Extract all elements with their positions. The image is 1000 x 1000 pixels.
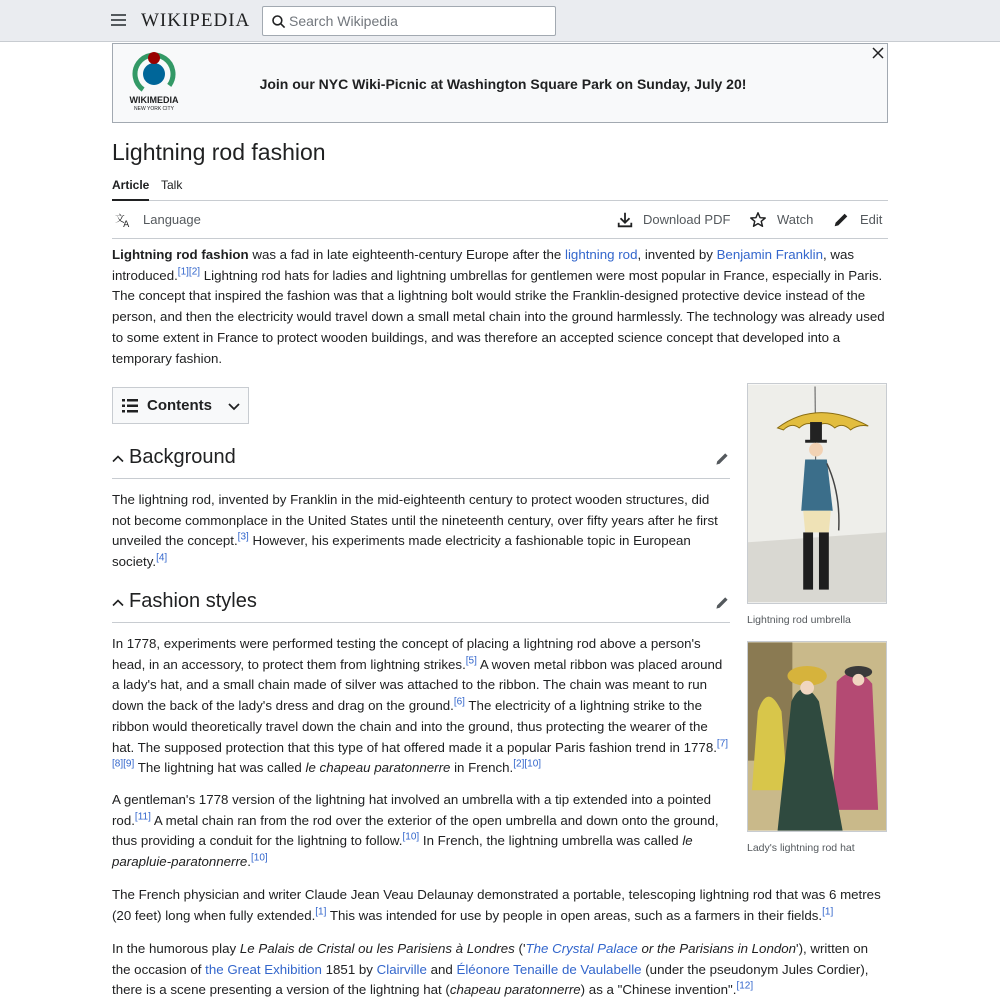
umbrella-illustration[interactable]: [747, 383, 887, 604]
text-run: In 1778, experiments were performed testing the concept of placing a lightning rod above a person's head, in an accessory, to protect them from lightning strikes.: [112, 636, 701, 672]
citation[interactable]: [2][10]: [513, 758, 542, 770]
text-run: This was intended for use by people in open areas, such as a farmers in their fields.: [326, 907, 823, 923]
text-run: (': [514, 941, 526, 956]
download-icon: [616, 211, 634, 229]
pencil-icon[interactable]: [714, 595, 730, 611]
text-run: and: [426, 961, 457, 977]
italic-term: le parapluie-paratonnerre: [112, 833, 693, 870]
language-icon: [115, 211, 133, 229]
link-benjamin-franklin[interactable]: Benjamin Franklin: [716, 247, 823, 262]
citation[interactable]: [6]: [453, 696, 465, 708]
search-icon: [271, 14, 287, 30]
figure-caption: Lightning rod umbrella: [747, 614, 851, 626]
citation[interactable]: [1][2]: [177, 266, 201, 278]
fashion-paragraph-4: [112, 939, 888, 1000]
section-heading-background: [112, 446, 730, 479]
link-great-exhibition[interactable]: the Great Exhibition: [205, 961, 322, 977]
citation[interactable]: [5]: [465, 655, 477, 667]
page-toolbar: [112, 200, 888, 239]
text-run: In the humorous play: [112, 941, 240, 956]
search-input[interactable]: [289, 7, 549, 35]
pencil-icon[interactable]: [714, 451, 730, 467]
text-run: The lightning rod, invented by Franklin in the mid-eighteenth century to protect wooden structures, did not become commonplace in the United States until the nineteenth century, over fifty years after he first unveiled the concept.: [112, 492, 718, 549]
lead-bold-term: Lightning rod fashion: [112, 247, 249, 262]
link-lightning-rod[interactable]: lightning rod: [565, 247, 638, 262]
text-run: A metal chain ran from the rod over the exterior of the open umbrella and down onto the ground, thus providing a conduit for the lightning to follow.: [112, 812, 719, 849]
text-run: '), written on the occasion of: [112, 941, 869, 977]
text-run: Lightning rod hats for ladies and lightning umbrellas for gentlemen were most popular in France, especially in Paris. The concept that inspired the fashion was that a lightning bolt would strike the Franklin-designed protective device instead of the person, and then the electricity would travel down a small metal chain into the ground harmlessly. The technology was already used to some extent in France to protect wooden buildings, and was therefore an accepted science concept that developed into a temporary fashion.: [112, 267, 885, 366]
language-button[interactable]: [115, 211, 215, 229]
link-clairville[interactable]: Clairville: [376, 961, 427, 977]
link-eleonore-tenaille[interactable]: Éléonore Tenaille de Vaulabelle: [456, 961, 642, 977]
fashion-paragraph-3: [112, 885, 888, 926]
text-run: The French physician and writer Claude Jean Veau Delaunay demonstrated a portable, telescoping lightning rod that was 6 metres (20 feet) long when fully extended.: [112, 887, 881, 923]
tab-article[interactable]: Article: [112, 178, 149, 201]
text-run: in French.: [450, 760, 514, 776]
citation[interactable]: [7][8][9]: [112, 738, 729, 770]
text-run: In French, the lightning umbrella was called: [419, 833, 683, 849]
menu-icon[interactable]: [111, 13, 127, 27]
language-label: Language: [143, 212, 201, 227]
banner-message[interactable]: Join our NYC Wiki-Picnic at Washington Square Park on Sunday, July 20!: [259, 76, 747, 92]
text-run: A woven metal ribbon was placed around a lady's hat, and a small chain made of silver was attached to the ribbon. The chain was meant to run down the back of the lady's dress and drag on the ground.: [112, 656, 723, 714]
citation[interactable]: [11]: [134, 811, 151, 823]
link-the-crystal-palace[interactable]: The Crystal Palace: [525, 941, 638, 956]
contents-label: Contents: [147, 397, 212, 414]
download-pdf-button[interactable]: [616, 211, 736, 229]
citation[interactable]: [1]: [822, 906, 834, 918]
text-run: The electricity of a lightning strike to the ribbon would theoretically travel down the chain and into the ground, thus protecting the wearer of the hat. The supposed protection that this type of hat offered made it a popular Paris fashion trend in 1778.: [112, 698, 717, 755]
contents-toggle[interactable]: [112, 387, 249, 424]
text-run: A gentleman's 1778 version of the lightning hat involved an umbrella with a tip extended into a pointed rod.: [112, 792, 712, 828]
italic-term: chapeau paratonnerre: [449, 982, 581, 998]
figure-caption: Lady's lightning rod hat: [747, 842, 855, 854]
edit-button[interactable]: [832, 211, 888, 229]
site-notice-banner: [112, 43, 888, 123]
pencil-icon: [832, 211, 850, 229]
text-run: The lightning hat was called: [134, 760, 306, 776]
page-title: Lightning rod fashion: [112, 139, 326, 165]
chevron-up-icon[interactable]: [112, 597, 124, 609]
figure-ladys-lightning-hat: [747, 641, 888, 854]
citation[interactable]: [1]: [315, 906, 327, 918]
lead-paragraph: [112, 245, 888, 369]
svg-text:文: 文: [115, 213, 125, 225]
italic-term: or the Parisians in London: [637, 941, 797, 956]
star-icon: [749, 211, 767, 229]
svg-text:A: A: [123, 220, 130, 229]
fashion-paragraph-2: [112, 790, 730, 873]
section-title: Background: [129, 446, 236, 468]
tab-talk[interactable]: Talk: [161, 178, 183, 192]
text-run: .: [247, 854, 251, 870]
section-title: Fashion styles: [129, 590, 257, 612]
fashion-paragraph-1: [112, 634, 730, 779]
citation[interactable]: [3]: [237, 531, 249, 543]
close-icon[interactable]: [871, 46, 885, 60]
text-run: However, his experiments made electricity a fashionable topic in European society.: [112, 533, 691, 570]
italic-term: Le Palais de Cristal ou les Parisiens à Londres: [239, 941, 515, 956]
text-run: ) as a "Chinese invention".: [580, 982, 737, 998]
figure-lightning-rod-umbrella: [747, 383, 888, 626]
edit-label: Edit: [860, 212, 883, 227]
section-heading-fashion-styles: [112, 590, 730, 623]
italic-term: le chapeau paratonnerre: [305, 760, 451, 776]
chevron-down-icon: [228, 402, 240, 411]
citation[interactable]: [10]: [402, 831, 420, 843]
namespace-tabs: [112, 178, 888, 201]
citation[interactable]: [12]: [736, 980, 754, 992]
text-run: was a fad in late eighteenth-century Europe after the: [248, 247, 566, 262]
ladys-hat-illustration[interactable]: [747, 641, 887, 832]
watch-button[interactable]: [749, 211, 819, 229]
watch-label: Watch: [777, 212, 814, 227]
citation[interactable]: [4]: [156, 552, 168, 564]
citation[interactable]: [10]: [250, 852, 268, 864]
download-pdf-label: Download PDF: [643, 212, 731, 227]
text-run: (under the pseudonym Jules Cordier), there is a scene presenting a version of the lightning hat (: [112, 961, 869, 998]
text-run: , was introduced.: [112, 247, 855, 283]
wikimedia-logo-sublabel: NEW YORK CITY: [134, 106, 174, 112]
list-icon: [122, 399, 138, 413]
background-paragraph: [112, 490, 730, 573]
wikimedia-logo-label: WIKIMEDIA: [129, 95, 179, 105]
wikipedia-wordmark[interactable]: WIKIPEDIA: [141, 10, 251, 31]
text-run: 1851 by: [321, 961, 377, 977]
chevron-up-icon[interactable]: [112, 453, 124, 465]
text-run: , invented by: [637, 247, 717, 262]
search-box[interactable]: [262, 6, 556, 36]
header-bar: [0, 0, 1000, 42]
